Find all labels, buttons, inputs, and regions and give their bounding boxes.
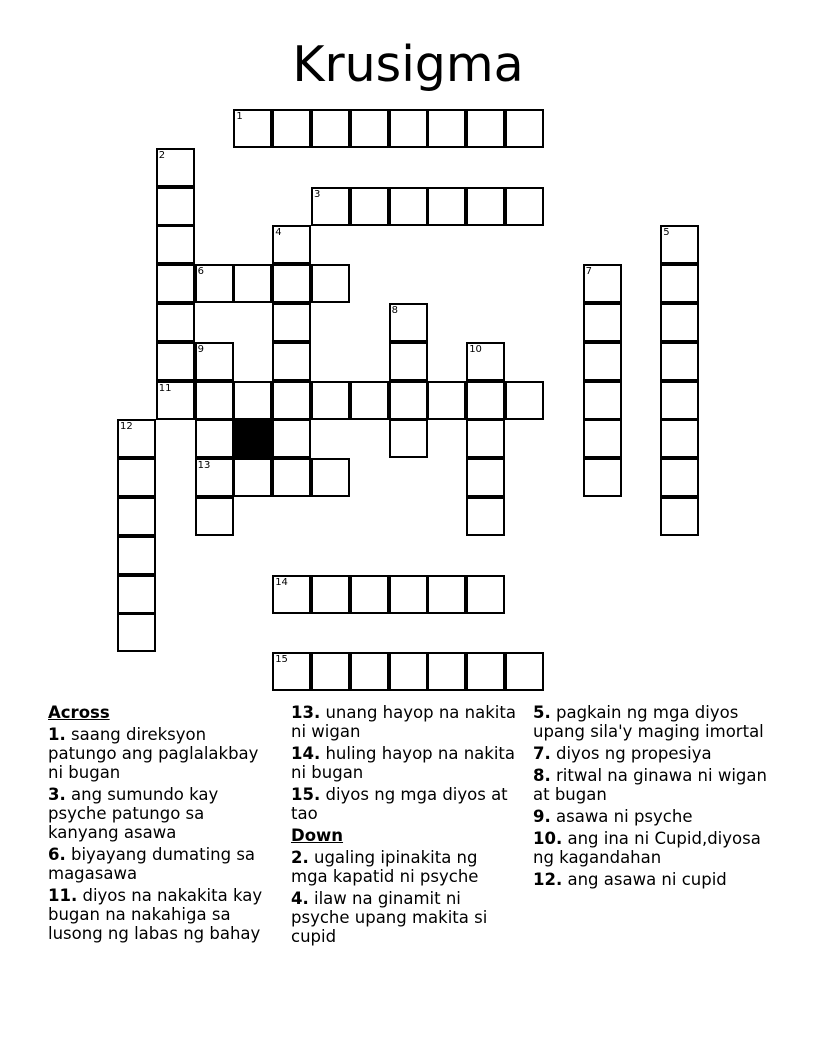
down-clue-list-continued xyxy=(533,703,773,889)
clues-column-1 xyxy=(48,703,278,946)
grid-cell[interactable] xyxy=(233,109,272,148)
grid-cell[interactable] xyxy=(156,342,195,381)
grid-cell[interactable] xyxy=(195,264,234,303)
grid-cell[interactable] xyxy=(350,575,389,614)
grid-cell[interactable] xyxy=(117,419,156,458)
clue-number-label: 10. xyxy=(533,829,563,848)
grid-cell[interactable] xyxy=(117,575,156,614)
grid-cell[interactable] xyxy=(466,652,505,691)
clue-number: 4 xyxy=(275,227,282,239)
clue-number-label: 1. xyxy=(48,725,66,744)
clue-text: ang ina ni Cupid,diyosa ng kagandahan xyxy=(533,829,761,867)
grid-cell[interactable] xyxy=(272,575,311,614)
clue-text: huling hayop na nakita ni bugan xyxy=(291,744,515,782)
grid-cell[interactable] xyxy=(272,303,311,342)
grid-cell[interactable] xyxy=(156,225,195,264)
grid-cell[interactable] xyxy=(117,497,156,536)
clue-number: 12 xyxy=(120,421,133,433)
grid-cell[interactable] xyxy=(117,536,156,575)
clue-text: biyayang dumating sa magasawa xyxy=(48,845,256,883)
grid-cell[interactable] xyxy=(583,342,622,381)
grid-cell[interactable] xyxy=(350,381,389,420)
clue-number: 3 xyxy=(314,188,321,200)
grid-cell[interactable] xyxy=(583,381,622,420)
clue-item xyxy=(291,744,516,782)
clue-number-label: 4. xyxy=(291,889,309,908)
grid-cell[interactable] xyxy=(156,187,195,226)
grid-cell[interactable] xyxy=(505,187,544,226)
grid-cell[interactable] xyxy=(466,575,505,614)
grid-cell[interactable] xyxy=(660,497,699,536)
grid-cell[interactable] xyxy=(156,264,195,303)
grid-cell[interactable] xyxy=(233,458,272,497)
clue-item xyxy=(291,785,516,823)
across-heading: Across xyxy=(48,703,110,722)
clue-item xyxy=(48,845,278,883)
grid-cell[interactable] xyxy=(117,613,156,652)
clue-item xyxy=(291,703,516,741)
grid-cell[interactable] xyxy=(272,458,311,497)
grid-cell[interactable] xyxy=(583,419,622,458)
clue-text: pagkain ng mga diyos upang sila'y maging imortal xyxy=(533,703,764,741)
grid-cell[interactable] xyxy=(311,187,350,226)
grid-cell[interactable] xyxy=(583,303,622,342)
clue-item xyxy=(533,744,773,763)
grid-cell[interactable] xyxy=(272,342,311,381)
grid-cell[interactable] xyxy=(389,575,428,614)
grid-cell[interactable] xyxy=(272,109,311,148)
grid-cell[interactable] xyxy=(389,419,428,458)
grid-cell[interactable] xyxy=(156,148,195,187)
clue-number-label: 11. xyxy=(48,886,78,905)
clue-item xyxy=(291,889,516,946)
clue-text: diyos ng propesiya xyxy=(550,744,712,763)
grid-cell[interactable] xyxy=(466,458,505,497)
grid-cell[interactable] xyxy=(583,264,622,303)
clue-number: 9 xyxy=(197,343,204,355)
clue-number: 13 xyxy=(197,460,211,472)
grid-cell[interactable] xyxy=(466,109,505,148)
clue-item xyxy=(291,848,516,886)
clue-item xyxy=(533,807,773,826)
clue-text: ang sumundo kay psyche patungo sa kanyang asawa xyxy=(48,785,219,842)
clue-number: 6 xyxy=(197,266,204,278)
grid-cell[interactable] xyxy=(660,381,699,420)
clue-text: asawa ni psyche xyxy=(550,807,693,826)
clue-item xyxy=(48,886,278,943)
clue-text: ugaling ipinakita ng mga kapatid ni psyche xyxy=(291,848,479,886)
grid-cell[interactable] xyxy=(350,187,389,226)
clue-number-label: 9. xyxy=(533,807,551,826)
clue-text: diyos ng mga diyos at tao xyxy=(291,785,508,823)
grid-cell[interactable] xyxy=(195,419,234,458)
grid-cell[interactable] xyxy=(195,497,234,536)
grid-cell[interactable] xyxy=(427,381,466,420)
grid-cell[interactable] xyxy=(466,419,505,458)
clue-number-label: 14. xyxy=(291,744,321,763)
grid-cell[interactable] xyxy=(427,187,466,226)
clue-number-label: 12. xyxy=(533,870,563,889)
grid-cell[interactable] xyxy=(156,381,195,420)
puzzle-title: Krusigma xyxy=(292,36,524,93)
down-heading: Down xyxy=(291,826,344,845)
clue-number-label: 5. xyxy=(533,703,551,722)
clue-number-label: 7. xyxy=(533,744,551,763)
grid-cell[interactable] xyxy=(660,419,699,458)
clue-item xyxy=(48,725,278,782)
grid-cell[interactable] xyxy=(195,458,234,497)
clue-text: ang asawa ni cupid xyxy=(562,870,727,889)
clue-number: 10 xyxy=(469,343,482,355)
clue-number-label: 8. xyxy=(533,766,551,785)
grid-cell[interactable] xyxy=(389,187,428,226)
grid-cell[interactable] xyxy=(660,458,699,497)
grid-cell[interactable] xyxy=(311,381,350,420)
grid-cell[interactable] xyxy=(350,109,389,148)
grid-cell[interactable] xyxy=(156,303,195,342)
grid-cell[interactable] xyxy=(583,458,622,497)
grid-cell[interactable] xyxy=(389,652,428,691)
grid-cell[interactable] xyxy=(660,225,699,264)
clue-item xyxy=(533,766,773,804)
grid-cell[interactable] xyxy=(389,109,428,148)
across-clue-list xyxy=(48,725,278,943)
grid-cell[interactable] xyxy=(233,264,272,303)
grid-cell[interactable] xyxy=(311,575,350,614)
clue-text: diyos na nakakita kay bugan na nakahiga sa lusong ng labas ng bahay xyxy=(48,886,263,943)
grid-cell[interactable] xyxy=(389,303,428,342)
clue-number-label: 2. xyxy=(291,848,309,867)
clue-number-label: 6. xyxy=(48,845,66,864)
grid-cell[interactable] xyxy=(466,381,505,420)
clue-number: 5 xyxy=(663,227,670,239)
grid-cell[interactable] xyxy=(195,342,234,381)
grid-cell[interactable] xyxy=(466,187,505,226)
clue-number: 2 xyxy=(158,149,166,161)
clue-number-label: 3. xyxy=(48,785,66,804)
clue-text: saang direksyon patungo ang paglalakbay ni bugan xyxy=(48,725,259,782)
clue-item xyxy=(533,870,773,889)
clues-column-2 xyxy=(291,703,516,949)
grid-cell[interactable] xyxy=(195,381,234,420)
clue-number: 7 xyxy=(585,266,592,278)
grid-cell[interactable] xyxy=(272,381,311,420)
grid-cell[interactable] xyxy=(466,342,505,381)
grid-cell[interactable] xyxy=(427,109,466,148)
grid-cell[interactable] xyxy=(272,419,311,458)
clue-number: 1 xyxy=(236,111,243,122)
grid-cell[interactable] xyxy=(466,497,505,536)
grid-cell[interactable] xyxy=(272,225,311,264)
grid-cell[interactable] xyxy=(389,381,428,420)
grid-cell[interactable] xyxy=(311,264,350,303)
grid-cell[interactable] xyxy=(505,381,544,420)
clue-number: 8 xyxy=(391,305,398,316)
clue-item xyxy=(48,785,278,842)
clue-number-label: 15. xyxy=(291,785,321,804)
grid-cell[interactable] xyxy=(117,458,156,497)
across-clue-list-continued xyxy=(291,703,516,823)
clues-column-3 xyxy=(533,703,773,892)
clue-item xyxy=(533,829,773,867)
clue-number: 15 xyxy=(275,654,288,666)
grid-cell[interactable] xyxy=(427,575,466,614)
clue-number: 14 xyxy=(275,576,288,588)
clue-number: 11 xyxy=(158,382,172,394)
down-clue-list xyxy=(291,848,516,946)
grid-cell[interactable] xyxy=(311,652,350,691)
grid-cell[interactable] xyxy=(660,303,699,342)
grid-cell[interactable] xyxy=(272,264,311,303)
grid-cell[interactable] xyxy=(350,652,389,691)
clue-item xyxy=(533,703,773,741)
clue-text: ritwal na ginawa ni wigan at bugan xyxy=(533,766,767,804)
grid-cell[interactable] xyxy=(233,381,272,420)
grid-cell[interactable] xyxy=(660,342,699,381)
clue-text: ilaw na ginamit ni psyche upang makita si cupid xyxy=(291,889,488,946)
grid-cell[interactable] xyxy=(389,342,428,381)
grid-cell[interactable] xyxy=(311,109,350,148)
grid-cell[interactable] xyxy=(272,652,311,691)
grid-cell[interactable] xyxy=(505,652,544,691)
clue-text: unang hayop na nakita ni wigan xyxy=(291,703,516,741)
black-square xyxy=(233,419,272,458)
grid-cell[interactable] xyxy=(660,264,699,303)
grid-cell[interactable] xyxy=(427,652,466,691)
grid-cell[interactable] xyxy=(311,458,350,497)
grid-cell[interactable] xyxy=(505,109,544,148)
clue-number-label: 13. xyxy=(291,703,321,722)
